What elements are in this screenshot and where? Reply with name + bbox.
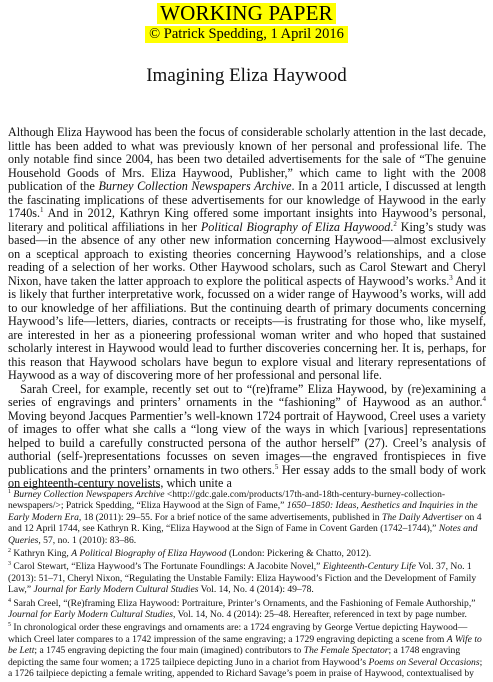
italic-text: Eighteenth-Century Life — [322, 561, 416, 573]
document-title: Imagining Eliza Haywood — [146, 64, 347, 86]
paragraph-1 — [8, 126, 486, 383]
italic-text: Journal for Early Modern Cultural Studies — [8, 609, 173, 621]
italic-text: Political Biography of Eliza Haywood — [200, 219, 391, 234]
footnote-number: 4 — [8, 597, 11, 604]
text-run: Vol. 37, No. 1 (2013): 51–71, Cheryl Nixon, “Regulating the Unstable Family: Eliza Haywood’s Fiction and the Development of Family Law,” — [8, 561, 477, 596]
footnote-marker: 3 — [449, 273, 453, 282]
text-run: Sarah Creel, for example, recently set out to “(re)frame” Eliza Haywood, by (re)examining a series of engravings and printers’ ornaments in the “fashioning” of Haywood as an author. — [8, 381, 486, 409]
text-run: And it is likely that further interpretative work, focussed on a wider range of Haywood’s works, will add to our knowledge of her affiliations. But the continuing dearth of primary documents concerning Haywood’s life—letters, diaries, contracts or receipts—is frustrating for those who, like myself, are interested in her as a pioneering professional woman writer and who hoped that sustained scholarly interest in Haywood would lead to further discoveries concerning her. It is, perhaps, for this reason that Haywood scholars have begun to explore visual and literary representations of Haywood as a way of discovering more of her professional and personal life. — [8, 273, 486, 382]
footnotes — [8, 489, 486, 682]
text-run: on 4 and 12 April 1744, see Kathryn R. King, “Eliza Haywood at the Sign of Fame in Covent Garden (1742–1744),” — [8, 511, 482, 535]
text-run: , 57, no. 1 (2010): 83–86. — [38, 534, 137, 546]
text-run: Carol Stewart, “Eliza Haywood’s The Fortunate Foundlings: A Jacobite Novel,” — [13, 561, 323, 573]
footnote-5 — [8, 622, 486, 679]
italic-text: Burney Collection Newspapers Archive — [13, 489, 165, 500]
italic-text: Poems on Several Occasions — [368, 656, 480, 668]
italic-text: 1650–1850: Ideas, Aesthetics and Inquiries in the Early Modern Era — [8, 500, 478, 523]
footnote-marker: 5 — [274, 462, 279, 471]
footnote-number: 1 — [8, 488, 11, 495]
text-run: ; a 1748 engraving depicting the same four women; a 1725 tailpiece depicting Juno in a chariot from Haywood’s — [8, 645, 461, 668]
text-run: . — [390, 219, 394, 234]
footnote-number: 5 — [8, 622, 11, 629]
footnote-3 — [8, 561, 486, 595]
footnote-marker: 4 — [482, 394, 486, 403]
footnote-number: 3 — [8, 561, 11, 568]
italic-text: The Female Spectator — [303, 645, 389, 657]
paragraph-2 — [8, 383, 486, 491]
text-run: Sarah Creel, “(Re)framing Eliza Haywood: Portraiture, Printer’s Ornaments, and the Fashioning of Female Authorship,” — [13, 597, 476, 609]
author-line: © Patrick Spedding, 1 April 2016 — [145, 26, 348, 43]
footnote-divider — [8, 487, 160, 488]
footnote-2 — [8, 548, 486, 559]
text-run: Her essay adds to the small body of work on eighteenth-century novelists, which unite a — [8, 462, 486, 490]
text-run: , Vol. 14, No. 4 (2014): 25–48. Hereafter, referenced in text by page number. — [172, 609, 467, 621]
body-text — [8, 126, 486, 491]
text-run: Although Eliza Haywood has been the focus of considerable scholarly attention in the last decade, little has been added to what was previously known of her personal and professional life. The only notable find since 2004, has been two detailed advertisements for the sale of “The genuine Household Goods of Mrs. Eliza Haywood, Publisher,” which came to light with the 2008 publication of the — [8, 125, 486, 193]
text-run: , 18 (2011): 29–55. For a brief notice of the same advertisements, published in — [78, 511, 383, 523]
text-run: King’s study was based—in the absence of any other new information concerning Haywood—almost exclusively on a sceptical approach to existing theories concerning Haywood’s relationships, and a close reading of a selection of her works. Other Haywood scholars, such as Carol Stewart and Cheryl Nixon, have taken the latter approach to explore the political aspects of Haywood’s works. — [8, 219, 486, 288]
text-run: Vol. 14, No. 4 (2014): 49–78. — [198, 584, 314, 596]
italic-text: Notes and Queries — [8, 523, 478, 546]
working-paper-label: WORKING PAPER — [157, 3, 336, 24]
text-run: (London: Pickering & Chatto, 2012). — [226, 548, 372, 560]
text-run: ; a 1745 engraving depicting the four main (imagined) contributors to — [34, 645, 304, 657]
footnote-marker: 2 — [393, 219, 397, 228]
text-run: And in 2012, Kathryn King offered some important insights into Haywood’s personal, literary and political affiliations in her — [8, 206, 486, 234]
text-run: Moving beyond Jacques Parmentier’s well-known 1724 portrait of Haywood, Creel uses a variety of images to offer what she calls a “long view of the ways in which [various] representations helped to build a carefully constructed persona of the author herself” (27). Creel’s analysis of authorial (self-)representations focusses on seven images—the engraved frontispieces in five publications and the printers’ ornaments in two others. — [8, 408, 486, 477]
author-banner — [0, 24, 493, 43]
italic-text: A Wife to be Lett — [8, 633, 482, 657]
italic-text: Burney Collection Newspapers Archive — [98, 179, 292, 193]
text-run: In chronological order these engravings and ornaments are: a 1724 engraving by George Vertue depicting Haywood—which Creel later compares to a 1742 impression of the same engraving; a 1729 engraving depicting a scene from — [8, 622, 468, 645]
text-run: ; a 1726 tailpiece depicting a female writing, appended to Richard Savage’s poem in praise of Haywood, contextualised by — [8, 656, 483, 680]
italic-text: The Daily Advertiser — [382, 511, 463, 523]
text-run: . In a 2011 article, I discussed at length the fascinating implications of these advertisements for our knowledge of Haywood in the early 1740s. — [8, 179, 487, 220]
italic-text: Journal for Early Modern Cultural Studies — [33, 584, 199, 596]
text-run: Kathryn King, — [13, 548, 72, 560]
italic-text: A Political Biography of Eliza Haywood — [71, 548, 227, 560]
footnote-1 — [8, 489, 486, 546]
footnote-marker: 1 — [40, 205, 44, 214]
working-paper-banner — [0, 0, 493, 24]
footnote-number: 2 — [8, 547, 11, 554]
footnote-4 — [8, 598, 486, 621]
text-run: <http://gdc.gale.com/products/17th-and-18th-century-burney-collection-newspapers/>; Patrick Spedding, “Eliza Haywood at the Sign of Fame,” — [8, 489, 446, 512]
